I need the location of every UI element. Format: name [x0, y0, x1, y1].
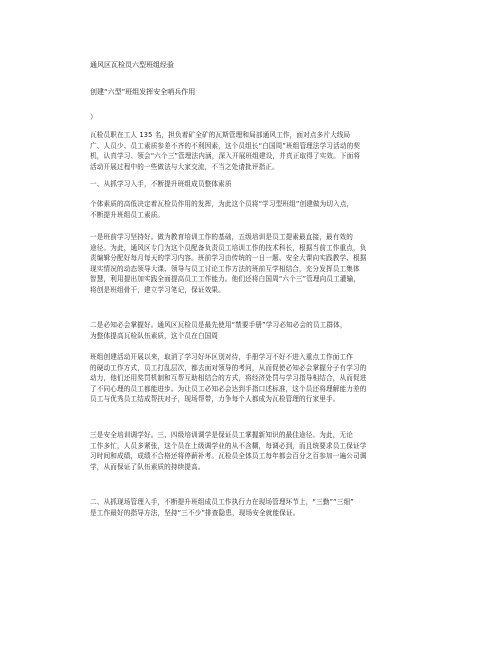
paragraph-must-know: 二是必知必会掌握好。通风区瓦检员是最先使用“禁要手册”学习必知必会的员工群体， 为整体提高瓦检队伍素质，这个员在白国周	[90, 321, 347, 340]
doc-parenthesis: ）	[90, 113, 97, 121]
paragraph-safety-training: 三是安全培训调学好。三、四级培训调学是保证员工掌握新知识的最佳途径。为此，无论 工作多忙，人员多紧张，这个员在上级调学业的从不含糊，每调必到，而且统要求员工保证学 习时间和成绩，成绩不合格还将停薪补考。瓦检员全体员工每年都会百分之百参加一遍公司调 学，从而保证了队伍素质的持续提高。	[90, 431, 367, 471]
paragraph-team-creation: 班组创建活动开展以来，取消了学习好坏区别对待，手册学习不好不进入重点工作面工作 的硬动工作方式，员工打乱层次，都去面对领导的考问，从而促使必知必会掌握分子有学习的 动力，他们还用奖罚机制和互帮互助相结合的方式，将经济处罚与学习指导相结合，从而促进 了不同心理的员工都能进步。为让员工必知必会达到手指口述标准，这个员还将理解能力差的 员工与优秀员工结成帮扶对子，现场帮带，力争每个人都成为瓦检管理的行家里手。	[90, 353, 367, 404]
doc-subtitle: 创建“六型”班组发挥安全哨兵作用	[90, 88, 196, 96]
section-heading-1: 一、从抓学习入手，不断提升班组成员整体素质	[90, 180, 232, 188]
paragraph-quality: 个体素质的高低决定着瓦检员作用的发挥，为此这个员将“学习型班组”创建做为切入点， 不断提升班组员工素质。	[90, 200, 354, 219]
section-heading-2: 二、从抓现场管理入手，不断提升班组成员工作执行力在现场管理环节上，“三勤”“三细” 是工作最好的指导方法，坚持“三不少”排查隐患，现场安全就能保证。	[90, 498, 354, 517]
doc-title: 通风区瓦检员六型班组经验	[90, 61, 174, 69]
paragraph-pre-shift-learning: 一是班前学习坚持好。做为教育培训工作的基础，五级培训是员工提素最直接，最有效的 途径。为此，通风区专门为这个员配备负责员工培训工作的技术科长，根据当前工作重点，负 责编辑分配好每月每天的学习内容。班前学习由传统的一日一题、安全大课向实践教学、根据 现实情况的动态领导大课、领导与员工讨论工作方法的班前互学相结合，充分发挥员工集体 智慧，利用提出加实践全面提高员工工作能力。他们还将白国周“六个三”管理向员工灌输， 将创是班组骨干，建立学习笔记，保证效果。	[90, 233, 367, 294]
paragraph-intro: 瓦检员职在工人 135 名，担负着矿全矿的瓦斯管理和局部通风工作，面对点多片大线局 广、人员少、员工素质参差不齐的不利因素，这个员组长“白国周”班组管理法学习活动的契 机，认真学习、领会“六个三”管理法内涵，深入开展班组建设，并真正取得了实效。下面将 活动开展过程中的一些做法与大家交流，不当之处请批评指正。	[90, 131, 361, 171]
